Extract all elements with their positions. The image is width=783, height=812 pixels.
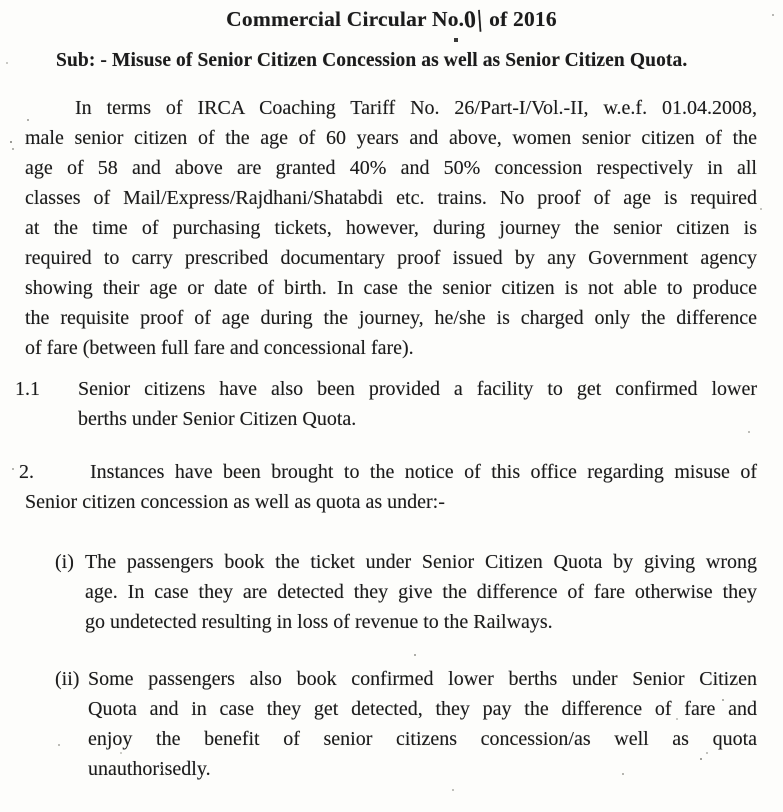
- text-line: Senior citizen concession as well as quota as under:-: [25, 491, 445, 513]
- text-line: of fare (between full fare and concessional fare).: [25, 337, 414, 359]
- subject-line: Sub: - Misuse of Senior Citizen Concession as well as Senior Citizen Quota.: [56, 50, 688, 71]
- list-item-i: [55, 547, 757, 637]
- section-2: [19, 457, 757, 517]
- list-item-ii-text: [88, 664, 757, 784]
- scan-noise-speckles: [0, 0, 2, 2]
- text-line: Senior citizens have also been provided a facility to get confirmed lower: [78, 378, 757, 400]
- text-line: go undetected resulting in loss of revenue to the Railways.: [85, 611, 553, 633]
- text-line: age of 58 and above are granted 40% and 50% concession respectively in all: [25, 157, 757, 179]
- list-item-ii: [55, 664, 757, 784]
- text-line: In terms of IRCA Coaching Tariff No. 26/Part-I/Vol.-II, w.e.f. 01.04.2008,: [75, 97, 757, 119]
- circular-title-prefix: Commercial Circular No.: [226, 7, 465, 31]
- text-line: male senior citizen of the age of 60 years and above, women senior citizen of the: [25, 127, 757, 149]
- list-item-ii-marker: (ii): [55, 668, 80, 690]
- circular-title-suffix: of 2016: [489, 7, 557, 31]
- section-1-1-text: [78, 374, 757, 434]
- text-line: the requisite proof of age during the journey, he/she is charged only the difference: [25, 307, 757, 329]
- section-2-text: [25, 457, 757, 517]
- text-line: required to carry prescribed documentary proof issued by any Government agency: [25, 247, 757, 269]
- section-1-1-number: 1.1: [15, 378, 40, 400]
- text-line: unauthorisedly.: [88, 758, 211, 780]
- circular-title: [0, 6, 783, 33]
- text-line: Quota and in case they get detected, they pay the difference of fare and: [88, 698, 757, 720]
- circular-number-handwritten: 0|: [463, 6, 485, 34]
- text-line: age. In case they are detected they give the difference of fare otherwise they: [85, 581, 757, 603]
- text-line: classes of Mail/Express/Rajdhani/Shatabdi etc. trains. No proof of age is required: [25, 187, 757, 209]
- text-line: Some passengers also book confirmed lower berths under Senior Citizen: [88, 668, 757, 690]
- text-line: enjoy the benefit of senior citizens concession/as well as quota: [88, 728, 757, 750]
- intro-paragraph: [25, 93, 757, 363]
- text-line: berths under Senior Citizen Quota.: [78, 408, 357, 430]
- list-item-i-marker: (i): [55, 551, 74, 573]
- list-item-i-text: [85, 547, 757, 637]
- section-2-number: 2.: [19, 461, 34, 483]
- text-line: showing their age or date of birth. In case the senior citizen is not able to produce: [25, 277, 757, 299]
- text-line: Instances have been brought to the notice of this office regarding misuse of: [90, 461, 757, 483]
- text-line: The passengers book the ticket under Senior Citizen Quota by giving wrong: [85, 551, 757, 573]
- text-line: at the time of purchasing tickets, however, during journey the senior citizen is: [25, 217, 757, 239]
- section-1-1: [15, 374, 757, 434]
